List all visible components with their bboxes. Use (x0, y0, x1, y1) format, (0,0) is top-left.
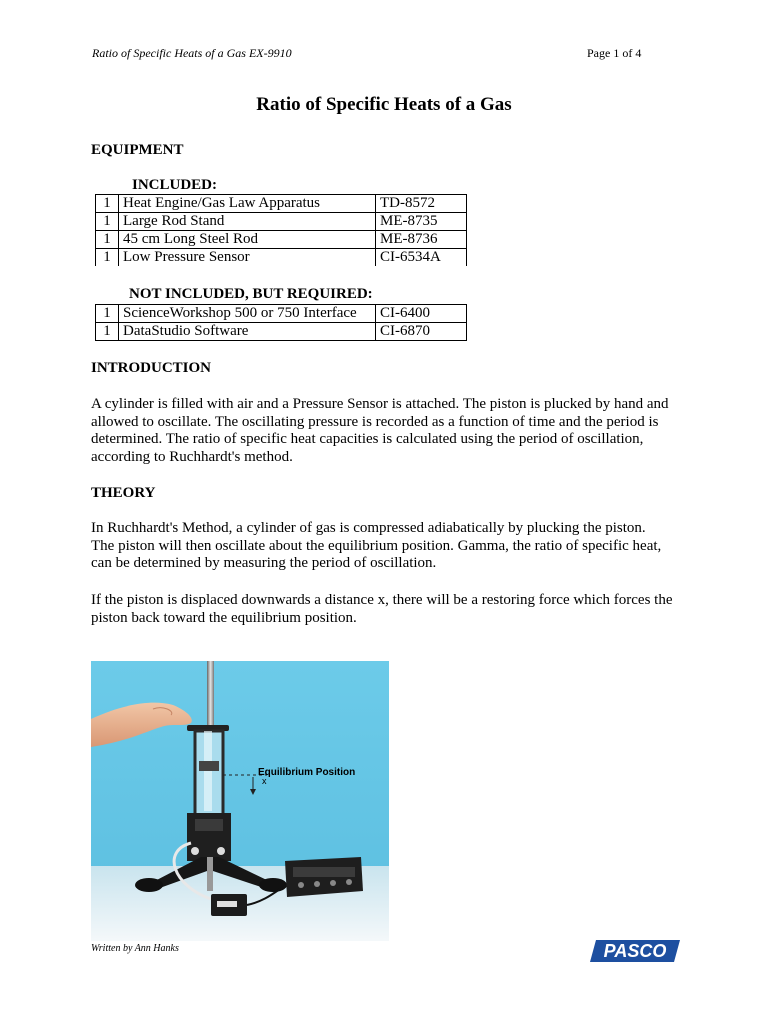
code-cell: CI-6400 (376, 305, 467, 323)
header-doc-name: Ratio of Specific Heats of a Gas EX-9910 (92, 46, 292, 60)
qty-cell: 1 (96, 231, 119, 249)
name-cell: Low Pressure Sensor (119, 249, 376, 267)
table-row (96, 249, 467, 267)
logo-text: PASCO (603, 941, 667, 961)
introduction-heading: INTRODUCTION (91, 360, 212, 376)
name-cell: Large Rod Stand (119, 213, 376, 231)
name-cell: DataStudio Software (119, 323, 376, 341)
header-page-label: Page 1 of 4 (587, 46, 642, 60)
code-cell: TD-8572 (376, 195, 467, 213)
name-cell: Heat Engine/Gas Law Apparatus (119, 195, 376, 213)
qty-cell: 1 (96, 305, 119, 323)
name-cell: ScienceWorkshop 500 or 750 Interface (119, 305, 376, 323)
table-row (96, 323, 467, 341)
qty-cell: 1 (96, 195, 119, 213)
name-cell: 45 cm Long Steel Rod (119, 231, 376, 249)
qty-cell: 1 (96, 249, 119, 267)
text-line: If the piston is displaced downwards a distance x, there will be a restoring force which forces the (91, 592, 673, 608)
introduction-paragraph (91, 396, 691, 466)
included-equipment-table (95, 194, 467, 266)
steel-rod (207, 661, 214, 726)
text-line: allowed to oscillate. The oscillating pressure is recorded as a function of time and the period is (91, 413, 659, 430)
equipment-heading: EQUIPMENT (91, 142, 184, 158)
piston (199, 761, 219, 771)
required-heading: NOT INCLUDED, BUT REQUIRED: (129, 286, 373, 302)
text-line: determined. The ratio of specific heat capacities is calculated using the period of oscillation, (91, 431, 644, 447)
author-credit: Written by Ann Hanks (91, 943, 179, 954)
text-line: according to Ruchhardt's method. (91, 448, 293, 465)
table-row (96, 213, 467, 231)
valve-knob (191, 847, 199, 855)
theory-heading: THEORY (91, 485, 156, 501)
theory-paragraph-2 (91, 592, 691, 627)
text-line: can be determined by measuring the period of oscillation. (91, 555, 437, 571)
page-title: Ratio of Specific Heats of a Gas (256, 94, 512, 115)
theory-paragraph-1 (91, 520, 691, 573)
equilibrium-label: Equilibrium Position (258, 767, 356, 778)
required-equipment-table (95, 304, 467, 341)
qty-cell: 1 (96, 213, 119, 231)
table-row (96, 195, 467, 213)
code-cell: CI-6870 (376, 323, 467, 341)
code-cell: ME-8735 (376, 213, 467, 231)
pasco-logo (590, 940, 680, 962)
text-line: In Ruchhardt's Method, a cylinder of gas is compressed adiabatically by plucking the piston. (91, 520, 646, 536)
apparatus-photo (91, 661, 389, 941)
x-label: x (262, 776, 267, 786)
code-cell: ME-8736 (376, 231, 467, 249)
text-line: A cylinder is filled with air and a Pressure Sensor is attached. The piston is plucked by hand and (91, 396, 669, 412)
valve-knob (217, 847, 225, 855)
qty-cell: 1 (96, 323, 119, 341)
table-row (96, 231, 467, 249)
code-cell: CI-6534A (376, 249, 467, 267)
text-line: The piston will then oscillate about the equilibrium position. Gamma, the ratio of specific heat, (91, 537, 662, 554)
text-line: piston back toward the equilibrium position. (91, 609, 357, 626)
included-heading: INCLUDED: (132, 177, 218, 193)
table-row (96, 305, 467, 323)
